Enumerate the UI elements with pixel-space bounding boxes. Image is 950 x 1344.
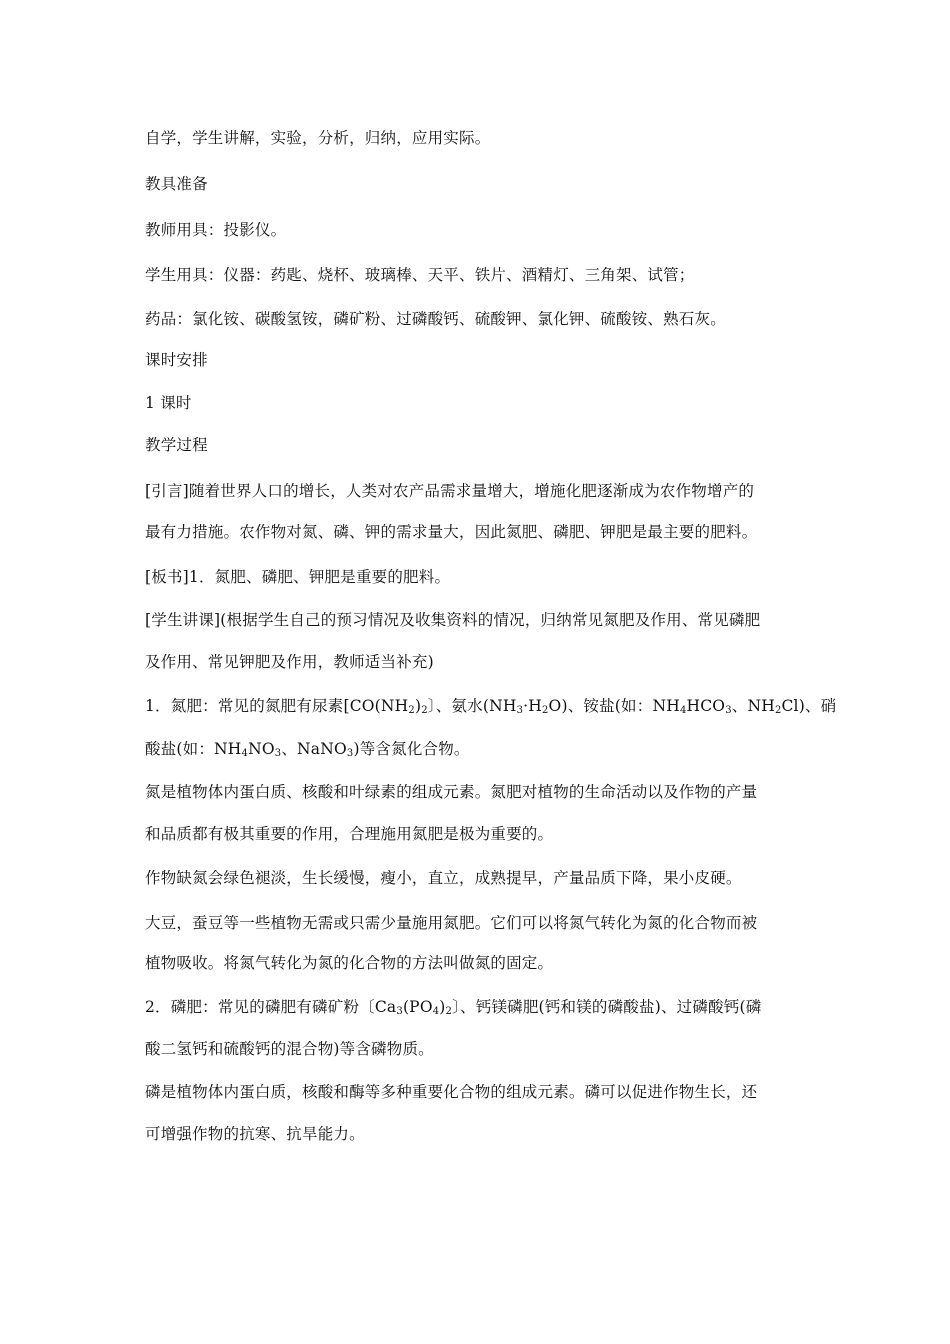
text-run: 、NH [731,697,775,715]
subscript: 3 [725,705,732,716]
paragraph-line: 氮是植物体内蛋白质、核酸和叶绿素的组成元素。氮肥对植物的生命活动以及作物的产量 [145,783,758,801]
formula-line [145,739,470,759]
paragraph-line: 药品：氯化铵、碳酸氢铵，磷矿粉、过磷酸钙、硫酸钾、氯化钾、硫酸铵、熟石灰。 [145,310,726,328]
text-run: (PO [402,998,433,1016]
paragraph-line: [学生讲课](根据学生自己的预习情况及收集资料的情况，归纳常见氮肥及作用、常见磷肥 [145,611,761,629]
text-run: HCO [686,697,726,715]
subscript: 2 [408,705,415,716]
text-run: O)、铵盐(如：NH [548,697,680,715]
subscript: 2 [421,705,428,716]
subscript: 3 [396,1006,403,1017]
section-heading: 教具准备 [145,175,208,193]
paragraph-line: 作物缺氮会绿色褪淡，生长缓慢，瘦小，直立，成熟提早，产量品质下降，果小皮硬。 [145,869,742,887]
text-run: Cl)、硝 [781,697,837,715]
text-run: 〕、钙镁磷肥(钙和镁的磷酸盐)、过磷酸钙(磷 [452,998,762,1016]
paragraph-line: 及作用、常见钾肥及作用，教师适当补充) [145,653,434,671]
subscript: 2 [541,705,549,716]
text-run: ) [414,697,422,715]
paragraph-line: 和品质都有极其重要的作用，合理施用氮肥是极为重要的。 [145,825,554,843]
paragraph-line: 学生用具：仪器：药匙、烧杯、玻璃棒、天平、铁片、酒精灯、三角架、试管； [145,266,695,284]
text-run: 〕、氨水(NH [427,697,517,715]
paragraph-line: 大豆，蚕豆等一些植物无需或只需少量施用氮肥。它们可以将氮气转化为氮的化合物而被 [145,914,758,932]
subscript: 4 [432,1006,440,1017]
text-run: NO [248,740,275,758]
text-run: )等含氮化合物。 [353,740,470,758]
text-run: ·H [523,697,542,715]
text-run: 、NaNO [281,740,347,758]
formula-line [145,997,761,1017]
subscript: 4 [241,748,249,759]
paragraph-line: 1 课时 [145,394,192,412]
subscript: 2 [774,705,782,716]
formula-line [145,696,836,716]
paragraph-line: 最有力措施。农作物对氮、磷、钾的需求量大，因此氮肥、磷肥、钾肥是最主要的肥料。 [145,523,758,541]
paragraph-line: 自学，学生讲解，实验，分析，归纳，应用实际。 [145,129,491,147]
paragraph-line: 可增强作物的抗寒、抗旱能力。 [145,1125,365,1143]
subscript: 3 [346,748,354,759]
text-run: ) [439,998,446,1016]
paragraph-line: [引言]随着世界人口的增长，人类对农产品需求量增大，增施化肥逐渐成为农作物增产的 [145,482,755,500]
text-run: 2．磷肥：常见的磷肥有磷矿粉〔Ca [145,998,397,1016]
section-heading: 课时安排 [145,351,208,369]
subscript: 4 [679,705,687,716]
paragraph-line: 酸二氢钙和硫酸钙的混合物)等含磷物质。 [145,1040,434,1058]
text-run: 1．氮肥：常见的氮肥有尿素[CO(NH [145,697,409,715]
subscript: 3 [516,705,524,716]
paragraph-line: [板书]1．氮肥、磷肥、钾肥是重要的肥料。 [145,568,451,586]
paragraph-line: 教师用具：投影仪。 [145,221,287,239]
text-run: 酸盐(如：NH [145,740,242,758]
section-heading: 教学过程 [145,436,208,454]
paragraph-line: 植物吸收。将氮气转化为氮的化合物的方法叫做氮的固定。 [145,954,554,972]
paragraph-line: 磷是植物体内蛋白质，核酸和酶等多种重要化合物的组成元素。磷可以促进作物生长，还 [145,1083,758,1101]
subscript: 3 [274,748,282,759]
subscript: 2 [445,1006,453,1017]
